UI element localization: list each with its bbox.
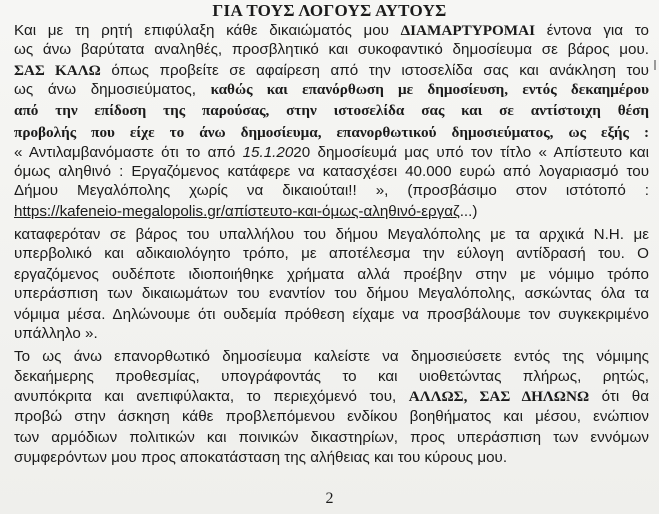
text-line (14, 62, 649, 80)
text-line (14, 203, 649, 221)
text-line: όμως αληθινό : Εργαζόμενος κατάφερε να κατασχέσει 40.000 ευρώ από λογαριασμό του (14, 163, 649, 180)
text-segment: ως άνω δημοσιεύματος, (14, 81, 211, 98)
text-line: υπάλληλο ». (14, 325, 98, 342)
text-line: νόμιμα μέσα. Δηλώνουμε ότι ουδεμία πρόθεση είχαμε να προσβάλουμε τον συγκεκριμένο (14, 306, 649, 323)
text-segment: όπως προβείτε σε αφαίρεση από την ιστοσελίδα σας και ανάκληση του (100, 62, 649, 79)
text-segment: ανυπόκριτα και ανεπιφύλακτα, το περιεχόμενό του, (14, 388, 409, 405)
text-line (14, 388, 649, 406)
text-line: των αρμόδιων πολιτικών και ποινικών δικαστηρίων, προς υπεράσπιση των εννόμων (14, 429, 649, 446)
bold-term: ΔΙΑΜΑΡΤΥΡΟΜΑΙ (400, 22, 536, 39)
bold-term: ΑΛΛΩΣ, ΣΑΣ ΔΗΛΩΝΩ (408, 388, 590, 405)
section-heading: ΓΙΑ ΤΟΥΣ ΛΟΓΟΥΣ ΑΥΤΟΥΣ (212, 1, 447, 20)
bold-term: ΣΑΣ ΚΑΛΩ (14, 62, 101, 79)
text-segment: « Αντιλαμβανόμαστε ότι το από (14, 144, 243, 161)
text-segment: 20 δημοσίευμά μας υπό τον τίτλο « Απίστευτο και (293, 144, 649, 161)
text-line: υπερβολικό και αδικαιολόγητο τρόπο, με αποτέλεσμα την εύλογη αντίδρασή του. Ο (14, 245, 649, 262)
scan-edge-mark (651, 60, 656, 70)
text-line: δεκαήμερης προθεσμίας, υπογράφοντάς το και υιοθετώντας πλήρως, ρητώς, (14, 368, 649, 385)
text-line: από την επίδοση της παρούσας, στην ιστοσελίδα σας και σε αντίστοιχη θέση (14, 102, 649, 119)
text-line (14, 81, 649, 99)
text-line: Το ως άνω επανορθωτικό δημοσίευμα καλείστε να δημοσιεύσετε εντός της νόμιμης (14, 348, 649, 365)
text-segment: Και με τη ρητή επιφύλαξη κάθε δικαιώματός μου (14, 22, 401, 39)
date-text: 15.1.20 (242, 144, 294, 161)
text-line: συμφερόντων μου προς αποκατάσταση της αλήθειας και του κύρους μου. (14, 449, 508, 466)
text-line: προβώ στην άσκηση κάθε προβλεπόμενου ενδίκου βοηθήματος και μέσου, ενώπιον (14, 408, 649, 425)
text-line (14, 144, 649, 162)
text-segment: ...) (459, 203, 478, 220)
source-link[interactable]: https://kafeneio-megalopolis.gr/απίστευτο-και-όμως-αληθινό-εργαζ (14, 203, 460, 220)
text-line: ως άνω βαρύτατα αναληθές, προσβλητικό και συκοφαντικό δημοσίευμα σε βάρος μου. (14, 41, 649, 58)
bold-text: καθώς και επανόρθωση με δημοσίευση, εντός δεκαημέρου (210, 81, 649, 98)
text-line (14, 22, 649, 40)
text-line: εργαζόμενος ουδέποτε ιδιοποιήθηκε χρήματα αλλά προέβην στην με νόμιμο τρόπο (14, 266, 649, 283)
text-line: καταφερόταν σε βάρος του υπαλλήλου του δήμου Μεγαλόπολης με τα αρχικά Ν.Η. με (14, 226, 649, 243)
text-line: Δήμου Μεγαλόπολης χωρίς να δικαιούται!! », (προσβάσιμο στον ιστότοπό : (14, 182, 649, 199)
text-segment: έντονα για το (535, 22, 649, 39)
text-line: προβολής που είχε το άνω δημοσίευμα, επανορθωτικού δημοσιεύματος, ως εξής : (14, 124, 649, 141)
text-segment: ότι θα (589, 388, 649, 405)
page-number: 2 (325, 490, 334, 507)
text-line: υπεράσπιση των δικαιωμάτων του εναντίον του δήμου Μεγαλόπολης, ασκώντας όλα τα (14, 285, 649, 302)
